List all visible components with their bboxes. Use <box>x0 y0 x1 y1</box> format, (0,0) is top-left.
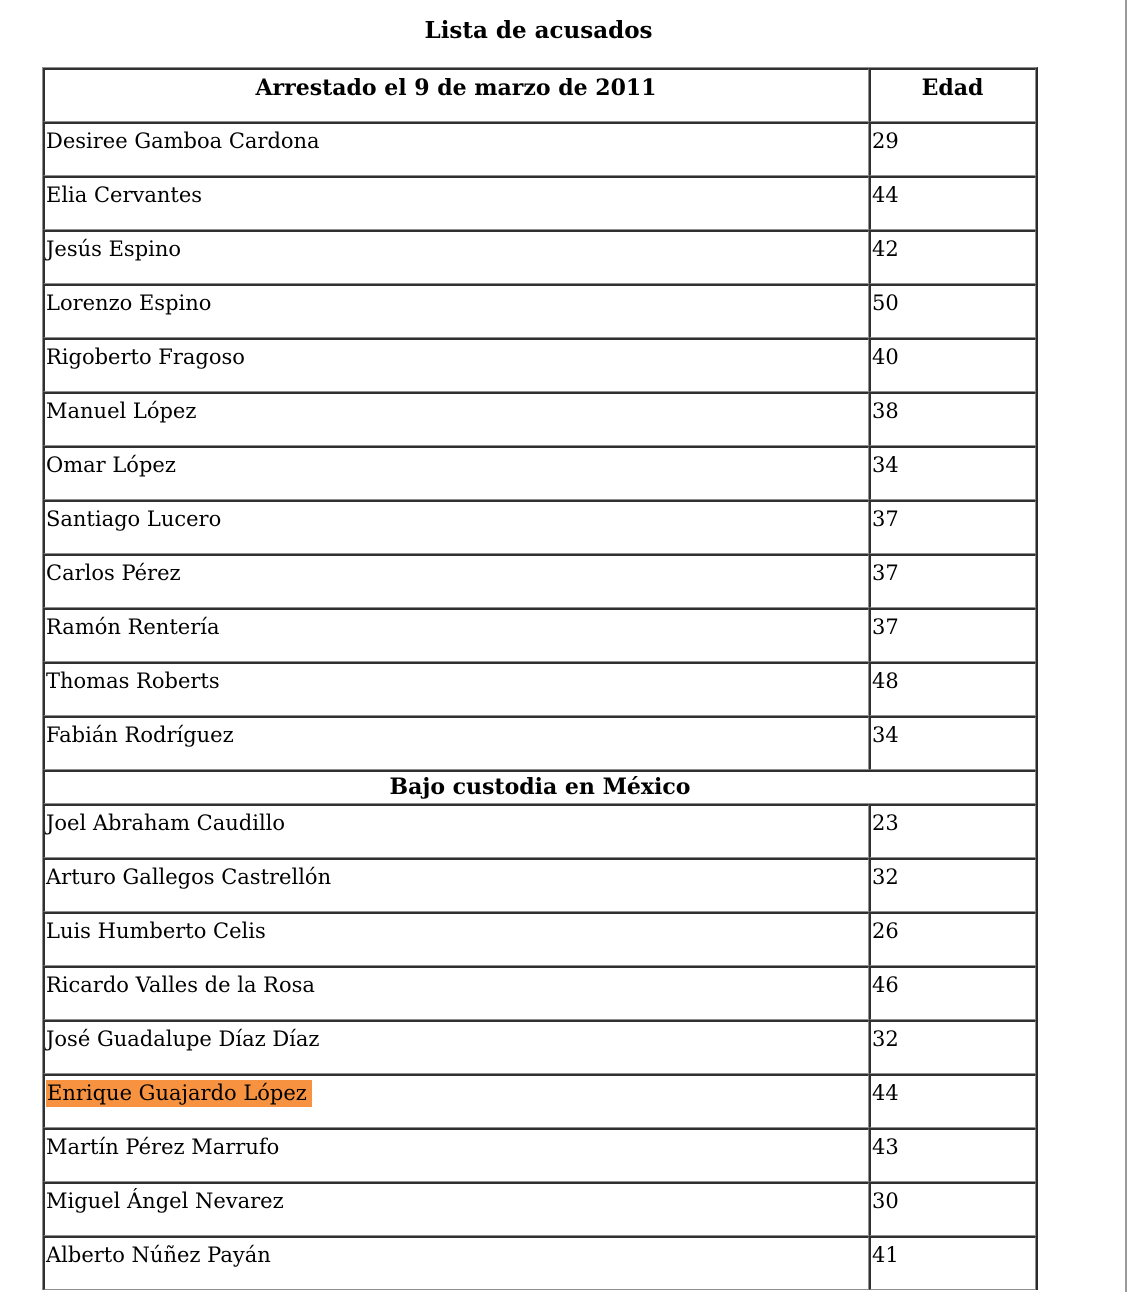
name-cell: José Guadalupe Díaz Díaz <box>43 1020 869 1074</box>
document-page <box>42 0 1035 1290</box>
arrested-section-body <box>43 122 1036 770</box>
table-row <box>43 608 1036 662</box>
age-cell: 44 <box>869 176 1036 230</box>
section-header-custody-mexico: Bajo custodia en México <box>43 770 1036 804</box>
section-header-row <box>43 770 1036 804</box>
age-cell: 32 <box>869 858 1036 912</box>
name-cell: Luis Humberto Celis <box>43 912 869 966</box>
name-cell: Arturo Gallegos Castrellón <box>43 858 869 912</box>
age-cell: 38 <box>869 392 1036 446</box>
name-cell: Lorenzo Espino <box>43 284 869 338</box>
table-row <box>43 554 1036 608</box>
age-cell: 26 <box>869 912 1036 966</box>
column-header-arrested-date: Arrestado el 9 de marzo de 2011 <box>43 68 869 122</box>
table-row <box>43 1020 1036 1074</box>
name-cell: Omar López <box>43 446 869 500</box>
age-cell: 41 <box>869 1236 1036 1290</box>
table-row <box>43 1182 1036 1236</box>
name-cell: Ricardo Valles de la Rosa <box>43 966 869 1020</box>
name-cell: Rigoberto Fragoso <box>43 338 869 392</box>
table-row <box>43 804 1036 858</box>
name-cell: Miguel Ángel Nevarez <box>43 1182 869 1236</box>
age-cell: 46 <box>869 966 1036 1020</box>
name-cell: Fabián Rodríguez <box>43 716 869 770</box>
name-cell: Elia Cervantes <box>43 176 869 230</box>
name-cell: Alberto Núñez Payán <box>43 1236 869 1290</box>
highlighted-name: Enrique Guajardo López <box>46 1080 312 1107</box>
table-row <box>43 230 1036 284</box>
table-row <box>43 1074 1036 1128</box>
age-cell: 48 <box>869 662 1036 716</box>
name-cell: Jesús Espino <box>43 230 869 284</box>
age-cell: 32 <box>869 1020 1036 1074</box>
name-cell: Desiree Gamboa Cardona <box>43 122 869 176</box>
table-row <box>43 176 1036 230</box>
table-row <box>43 662 1036 716</box>
age-cell: 43 <box>869 1128 1036 1182</box>
name-cell <box>43 1074 869 1128</box>
table-row <box>43 284 1036 338</box>
age-cell: 50 <box>869 284 1036 338</box>
table-row <box>43 392 1036 446</box>
table-row <box>43 966 1036 1020</box>
age-cell: 42 <box>869 230 1036 284</box>
table-header-row <box>43 68 1036 122</box>
page-title: Lista de acusados <box>424 17 653 44</box>
table-row <box>43 338 1036 392</box>
accused-table <box>42 67 1038 1290</box>
age-cell: 23 <box>869 804 1036 858</box>
table-row <box>43 858 1036 912</box>
age-cell: 37 <box>869 608 1036 662</box>
name-cell: Thomas Roberts <box>43 662 869 716</box>
name-cell: Martín Pérez Marrufo <box>43 1128 869 1182</box>
name-cell: Manuel López <box>43 392 869 446</box>
table-row <box>43 1128 1036 1182</box>
table-row <box>43 1236 1036 1290</box>
age-cell: 44 <box>869 1074 1036 1128</box>
table-row <box>43 500 1036 554</box>
age-cell: 34 <box>869 446 1036 500</box>
age-cell: 40 <box>869 338 1036 392</box>
table-row <box>43 122 1036 176</box>
custody-section-body <box>43 804 1036 1290</box>
age-cell: 37 <box>869 500 1036 554</box>
age-cell: 37 <box>869 554 1036 608</box>
name-cell: Santiago Lucero <box>43 500 869 554</box>
table-row <box>43 716 1036 770</box>
age-cell: 34 <box>869 716 1036 770</box>
table-row <box>43 446 1036 500</box>
name-cell: Joel Abraham Caudillo <box>43 804 869 858</box>
page-edge-line <box>1125 0 1127 1292</box>
age-cell: 30 <box>869 1182 1036 1236</box>
column-header-edad: Edad <box>869 68 1036 122</box>
table-row <box>43 912 1036 966</box>
name-cell: Ramón Rentería <box>43 608 869 662</box>
age-cell: 29 <box>869 122 1036 176</box>
name-cell: Carlos Pérez <box>43 554 869 608</box>
